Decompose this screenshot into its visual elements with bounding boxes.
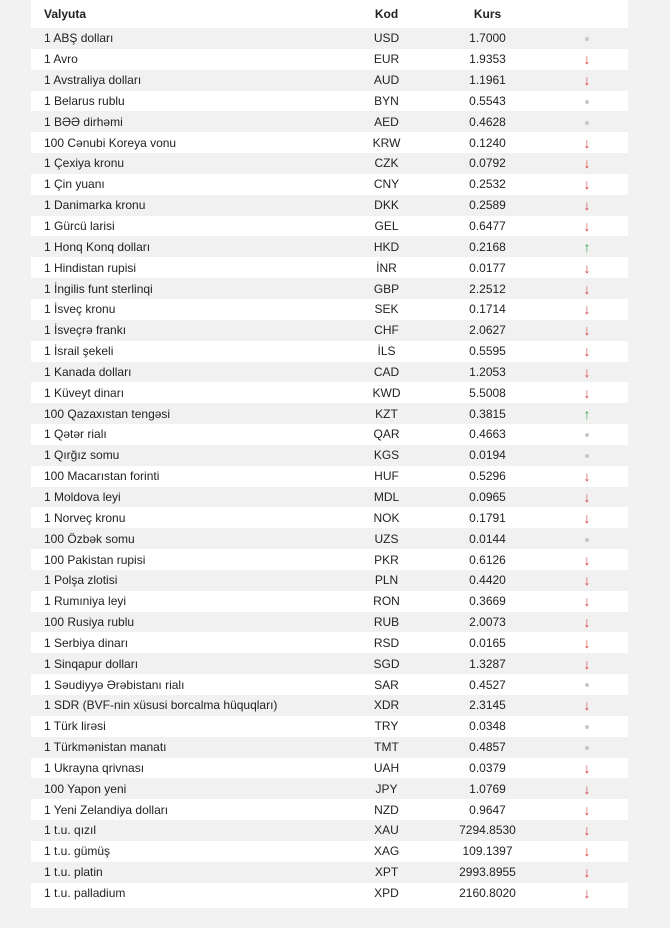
currency-rates-table xyxy=(31,0,628,903)
currency-code: RON xyxy=(344,591,429,612)
dot-icon xyxy=(585,683,589,687)
trend-cell xyxy=(546,153,628,174)
currency-code: İNR xyxy=(344,257,429,278)
trend-cell xyxy=(546,883,628,904)
trend-cell xyxy=(546,445,628,466)
table-row xyxy=(31,195,628,216)
table-row xyxy=(31,883,628,904)
currency-rate: 0.0379 xyxy=(429,758,546,779)
currency-code: PKR xyxy=(344,549,429,570)
currency-code: TMT xyxy=(344,737,429,758)
currency-name: 1 İngilis funt sterlinqi xyxy=(31,278,344,299)
currency-code: İLS xyxy=(344,341,429,362)
currency-code: HKD xyxy=(344,236,429,257)
table-row xyxy=(31,632,628,653)
arrow-down-icon: ↓ xyxy=(583,655,591,672)
trend-cell xyxy=(546,507,628,528)
arrow-down-icon: ↓ xyxy=(583,51,591,68)
currency-name: 1 Çexiya kronu xyxy=(31,153,344,174)
currency-rate: 0.1240 xyxy=(429,132,546,153)
trend-cell xyxy=(546,570,628,591)
arrow-down-icon: ↓ xyxy=(583,280,591,297)
currency-code: NZD xyxy=(344,799,429,820)
arrow-down-icon: ↓ xyxy=(583,843,591,860)
arrow-down-icon: ↓ xyxy=(583,864,591,881)
trend-cell xyxy=(546,341,628,362)
table-row xyxy=(31,737,628,758)
arrow-down-icon: ↓ xyxy=(583,822,591,839)
table-row xyxy=(31,28,628,49)
table-row xyxy=(31,70,628,91)
currency-rate: 1.9353 xyxy=(429,49,546,70)
table-row xyxy=(31,424,628,445)
currency-rate: 0.0792 xyxy=(429,153,546,174)
currency-name: 1 Gürcü larisi xyxy=(31,216,344,237)
arrow-down-icon: ↓ xyxy=(583,885,591,902)
table-row xyxy=(31,758,628,779)
currency-code: CHF xyxy=(344,320,429,341)
table-row xyxy=(31,132,628,153)
trend-cell xyxy=(546,674,628,695)
currency-rate: 7294.8530 xyxy=(429,820,546,841)
table-header xyxy=(31,0,628,28)
currency-name: 1 Qırğız somu xyxy=(31,445,344,466)
arrow-down-icon: ↓ xyxy=(583,572,591,589)
arrow-down-icon: ↓ xyxy=(583,488,591,505)
arrow-down-icon: ↓ xyxy=(583,218,591,235)
currency-name: 1 Qətər rialı xyxy=(31,424,344,445)
table-row xyxy=(31,674,628,695)
arrow-down-icon: ↓ xyxy=(583,134,591,151)
currency-name: 1 Serbiya dinarı xyxy=(31,632,344,653)
currency-name: 1 Sinqapur dolları xyxy=(31,653,344,674)
currency-rate: 0.1714 xyxy=(429,299,546,320)
currency-code: GEL xyxy=(344,216,429,237)
table-row xyxy=(31,820,628,841)
table-row xyxy=(31,278,628,299)
table-row xyxy=(31,111,628,132)
arrow-down-icon: ↓ xyxy=(583,155,591,172)
table-body xyxy=(31,28,628,903)
currency-name: 100 Özbək somu xyxy=(31,528,344,549)
currency-code: BYN xyxy=(344,91,429,112)
currency-name: 1 Çin yuanı xyxy=(31,174,344,195)
currency-name: 100 Cənubi Koreya vonu xyxy=(31,132,344,153)
currency-code: GBP xyxy=(344,278,429,299)
trend-cell xyxy=(546,841,628,862)
arrow-down-icon: ↓ xyxy=(583,301,591,318)
column-header-currency[interactable]: Valyuta xyxy=(31,0,344,28)
trend-cell xyxy=(546,320,628,341)
trend-cell xyxy=(546,820,628,841)
currency-rate: 0.4663 xyxy=(429,424,546,445)
currency-code: QAR xyxy=(344,424,429,445)
table-row xyxy=(31,341,628,362)
trend-cell xyxy=(546,403,628,424)
trend-cell xyxy=(546,299,628,320)
table-row xyxy=(31,778,628,799)
trend-cell xyxy=(546,278,628,299)
currency-name: 1 ABŞ dolları xyxy=(31,28,344,49)
arrow-down-icon: ↓ xyxy=(583,259,591,276)
arrow-down-icon: ↓ xyxy=(583,322,591,339)
currency-name: 1 Türk lirəsi xyxy=(31,716,344,737)
currency-rate: 1.3287 xyxy=(429,653,546,674)
currency-name: 1 SDR (BVF-nin xüsusi borcalma hüquqları) xyxy=(31,695,344,716)
currency-name: 1 t.u. palladium xyxy=(31,883,344,904)
currency-code: SEK xyxy=(344,299,429,320)
currency-rate: 1.2053 xyxy=(429,362,546,383)
arrow-down-icon: ↓ xyxy=(583,509,591,526)
currency-rate: 0.0177 xyxy=(429,257,546,278)
arrow-down-icon: ↓ xyxy=(583,801,591,818)
trend-cell xyxy=(546,653,628,674)
currency-code: AUD xyxy=(344,70,429,91)
table-row xyxy=(31,236,628,257)
currency-rate: 0.5543 xyxy=(429,91,546,112)
arrow-down-icon: ↓ xyxy=(583,634,591,651)
currency-rate: 0.4857 xyxy=(429,737,546,758)
trend-cell xyxy=(546,174,628,195)
currency-name: 100 Pakistan rupisi xyxy=(31,549,344,570)
currency-rate: 1.0769 xyxy=(429,778,546,799)
currency-code: SAR xyxy=(344,674,429,695)
currency-name: 1 Hindistan rupisi xyxy=(31,257,344,278)
currency-code: SGD xyxy=(344,653,429,674)
currency-rate: 0.4420 xyxy=(429,570,546,591)
column-header-rate[interactable]: Kurs xyxy=(429,0,546,28)
currency-name: 1 Türkmənistan manatı xyxy=(31,737,344,758)
currency-rate: 0.3669 xyxy=(429,591,546,612)
currency-name: 1 Yeni Zelandiya dolları xyxy=(31,799,344,820)
currency-rate: 109.1397 xyxy=(429,841,546,862)
currency-name: 1 Danimarka kronu xyxy=(31,195,344,216)
column-header-code[interactable]: Kod xyxy=(344,0,429,28)
currency-code: CAD xyxy=(344,362,429,383)
trend-cell xyxy=(546,737,628,758)
currency-code: RSD xyxy=(344,632,429,653)
table-row xyxy=(31,49,628,70)
trend-cell xyxy=(546,591,628,612)
trend-cell xyxy=(546,362,628,383)
currency-rate: 0.0165 xyxy=(429,632,546,653)
currency-name: 1 t.u. gümüş xyxy=(31,841,344,862)
currency-rate: 2.0627 xyxy=(429,320,546,341)
dot-icon xyxy=(585,100,589,104)
arrow-down-icon: ↓ xyxy=(583,468,591,485)
currency-name: 1 Kanada dolları xyxy=(31,362,344,383)
currency-rate: 0.0965 xyxy=(429,487,546,508)
currency-name: 1 Belarus rublu xyxy=(31,91,344,112)
currency-rate: 5.5008 xyxy=(429,382,546,403)
trend-cell xyxy=(546,466,628,487)
currency-rate: 0.6126 xyxy=(429,549,546,570)
currency-rate: 2.3145 xyxy=(429,695,546,716)
arrow-down-icon: ↓ xyxy=(583,343,591,360)
currency-code: DKK xyxy=(344,195,429,216)
table-row xyxy=(31,382,628,403)
currency-code: PLN xyxy=(344,570,429,591)
currency-rate: 2160.8020 xyxy=(429,883,546,904)
currency-rate: 0.3815 xyxy=(429,403,546,424)
currency-rate: 0.2589 xyxy=(429,195,546,216)
currency-rate: 0.1791 xyxy=(429,507,546,528)
currency-code: KZT xyxy=(344,403,429,424)
currency-code: EUR xyxy=(344,49,429,70)
table-row xyxy=(31,841,628,862)
trend-cell xyxy=(546,695,628,716)
currency-code: AED xyxy=(344,111,429,132)
trend-cell xyxy=(546,49,628,70)
currency-code: USD xyxy=(344,28,429,49)
currency-rate: 2.2512 xyxy=(429,278,546,299)
currency-name: 100 Yapon yeni xyxy=(31,778,344,799)
column-header-trend xyxy=(546,0,628,28)
currency-rate: 0.2532 xyxy=(429,174,546,195)
currency-name: 1 Avstraliya dolları xyxy=(31,70,344,91)
trend-cell xyxy=(546,424,628,445)
currency-name: 1 İsveçrə frankı xyxy=(31,320,344,341)
table-row xyxy=(31,299,628,320)
currency-rate: 0.5296 xyxy=(429,466,546,487)
currency-code: XAG xyxy=(344,841,429,862)
currency-code: TRY xyxy=(344,716,429,737)
currency-rate: 2.0073 xyxy=(429,612,546,633)
table-row xyxy=(31,507,628,528)
table-row xyxy=(31,257,628,278)
currency-name: 1 Rumıniya leyi xyxy=(31,591,344,612)
currency-name: 1 İsveç kronu xyxy=(31,299,344,320)
currency-name: 1 t.u. platin xyxy=(31,862,344,883)
table-row xyxy=(31,320,628,341)
currency-name: 1 BƏƏ dirhəmi xyxy=(31,111,344,132)
trend-cell xyxy=(546,236,628,257)
currency-code: UAH xyxy=(344,758,429,779)
currency-code: CNY xyxy=(344,174,429,195)
arrow-down-icon: ↓ xyxy=(583,384,591,401)
trend-cell xyxy=(546,195,628,216)
dot-icon xyxy=(585,746,589,750)
dot-icon xyxy=(585,538,589,542)
dot-icon xyxy=(585,454,589,458)
currency-name: 1 Norveç kronu xyxy=(31,507,344,528)
trend-cell xyxy=(546,70,628,91)
currency-code: XDR xyxy=(344,695,429,716)
currency-code: KWD xyxy=(344,382,429,403)
currency-code: KGS xyxy=(344,445,429,466)
currency-name: 1 Honq Konq dolları xyxy=(31,236,344,257)
arrow-down-icon: ↓ xyxy=(583,780,591,797)
trend-cell xyxy=(546,257,628,278)
arrow-up-icon: ↑ xyxy=(583,405,591,422)
trend-cell xyxy=(546,132,628,153)
currency-code: XPT xyxy=(344,862,429,883)
trend-cell xyxy=(546,799,628,820)
currency-code: NOK xyxy=(344,507,429,528)
table-row xyxy=(31,612,628,633)
currency-rate: 0.6477 xyxy=(429,216,546,237)
table-row xyxy=(31,174,628,195)
currency-name: 100 Macarıstan forinti xyxy=(31,466,344,487)
trend-cell xyxy=(546,91,628,112)
trend-cell xyxy=(546,111,628,132)
arrow-down-icon: ↓ xyxy=(583,363,591,380)
table-row xyxy=(31,445,628,466)
table-row xyxy=(31,153,628,174)
arrow-down-icon: ↓ xyxy=(583,551,591,568)
currency-code: JPY xyxy=(344,778,429,799)
table-row xyxy=(31,528,628,549)
currency-name: 1 Moldova leyi xyxy=(31,487,344,508)
arrow-down-icon: ↓ xyxy=(583,72,591,89)
currency-name: 1 Polşa zlotisi xyxy=(31,570,344,591)
arrow-down-icon: ↓ xyxy=(583,697,591,714)
currency-rate: 0.0348 xyxy=(429,716,546,737)
arrow-down-icon: ↓ xyxy=(583,759,591,776)
currency-name: 1 Səudiyyə Ərəbistanı rialı xyxy=(31,674,344,695)
currency-code: HUF xyxy=(344,466,429,487)
currency-rate: 0.4628 xyxy=(429,111,546,132)
trend-cell xyxy=(546,549,628,570)
table-row xyxy=(31,216,628,237)
currency-code: XPD xyxy=(344,883,429,904)
dot-icon xyxy=(585,121,589,125)
arrow-down-icon: ↓ xyxy=(583,176,591,193)
currency-rates-card xyxy=(31,0,628,908)
currency-name: 1 Ukrayna qrivnası xyxy=(31,758,344,779)
table-row xyxy=(31,549,628,570)
currency-rate: 1.1961 xyxy=(429,70,546,91)
trend-cell xyxy=(546,216,628,237)
arrow-down-icon: ↓ xyxy=(583,614,591,631)
table-row xyxy=(31,466,628,487)
trend-cell xyxy=(546,612,628,633)
currency-code: RUB xyxy=(344,612,429,633)
dot-icon xyxy=(585,37,589,41)
currency-rate: 0.4527 xyxy=(429,674,546,695)
trend-cell xyxy=(546,716,628,737)
trend-cell xyxy=(546,487,628,508)
table-row xyxy=(31,695,628,716)
arrow-down-icon: ↓ xyxy=(583,197,591,214)
currency-code: KRW xyxy=(344,132,429,153)
trend-cell xyxy=(546,382,628,403)
currency-rate: 0.0144 xyxy=(429,528,546,549)
currency-name: 1 İsrail şekeli xyxy=(31,341,344,362)
table-row xyxy=(31,862,628,883)
table-row xyxy=(31,487,628,508)
trend-cell xyxy=(546,28,628,49)
currency-rate: 0.0194 xyxy=(429,445,546,466)
trend-cell xyxy=(546,632,628,653)
currency-code: UZS xyxy=(344,528,429,549)
table-row xyxy=(31,591,628,612)
dot-icon xyxy=(585,725,589,729)
currency-code: MDL xyxy=(344,487,429,508)
table-row xyxy=(31,91,628,112)
currency-name: 1 Avro xyxy=(31,49,344,70)
trend-cell xyxy=(546,758,628,779)
trend-cell xyxy=(546,778,628,799)
currency-name: 1 Küveyt dinarı xyxy=(31,382,344,403)
currency-name: 100 Qazaxıstan tengəsi xyxy=(31,403,344,424)
currency-code: CZK xyxy=(344,153,429,174)
trend-cell xyxy=(546,862,628,883)
table-row xyxy=(31,403,628,424)
table-row xyxy=(31,799,628,820)
currency-code: XAU xyxy=(344,820,429,841)
currency-rate: 0.2168 xyxy=(429,236,546,257)
arrow-down-icon: ↓ xyxy=(583,593,591,610)
table-row xyxy=(31,716,628,737)
table-row xyxy=(31,362,628,383)
dot-icon xyxy=(585,433,589,437)
currency-rate: 0.5595 xyxy=(429,341,546,362)
table-row xyxy=(31,570,628,591)
currency-name: 100 Rusiya rublu xyxy=(31,612,344,633)
currency-name: 1 t.u. qızıl xyxy=(31,820,344,841)
currency-rate: 1.7000 xyxy=(429,28,546,49)
trend-cell xyxy=(546,528,628,549)
table-row xyxy=(31,653,628,674)
arrow-up-icon: ↑ xyxy=(583,238,591,255)
currency-rate: 0.9647 xyxy=(429,799,546,820)
currency-rate: 2993.8955 xyxy=(429,862,546,883)
